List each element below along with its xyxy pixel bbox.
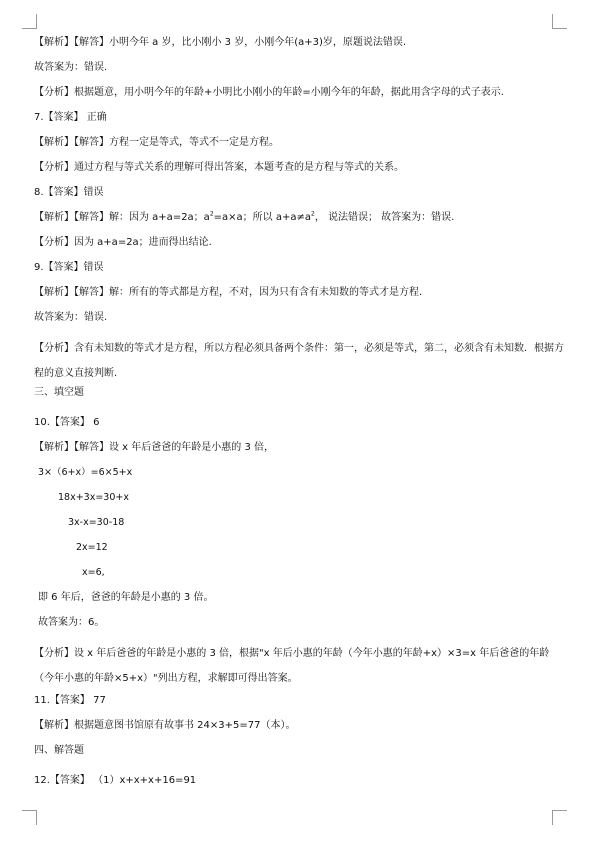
q10-answer-line: 故答案为：6。 — [38, 617, 105, 628]
q7-analysis-line: 【解析】【解答】方程一定是等式，等式不一定是方程。 — [34, 137, 279, 148]
q8-answer-heading: 8.【答案】错误 — [34, 187, 104, 198]
q8-analysis-part1: 【解析】【解答】解：因为 a+a=2a；a — [34, 212, 210, 223]
q6-note-line: 【分析】根据题意，用小明今年的年龄+小明比小刚小的年龄=小刚今年的年龄，据此用含字母的式子表示. — [34, 87, 504, 98]
q11-analysis-line: 【解析】根据题意图书馆原有故事书 24×3+5=77（本）。 — [34, 720, 296, 731]
crop-mark-bottom-left — [22, 810, 37, 825]
q10-note-paragraph: 【分析】设 x 年后爸爸的年龄是小惠的 3 倍，根据"x 年后小惠的年龄（今年小惠的年龄+x）×3=x 年后爸爸的年龄（今年小惠的年龄×5+x）"列出方程，求解即可得出答案。 — [34, 648, 550, 684]
q8-analysis-line — [34, 211, 564, 224]
q6-answer-line: 故答案为：错误. — [34, 62, 108, 73]
section-fill-blank-heading: 三、填空题 — [34, 387, 84, 398]
q10-equation-4: 2x=12 — [76, 542, 108, 553]
q10-equation-1: 3×（6+x）=6×5+x — [38, 467, 133, 478]
q10-equation-5: x=6, — [82, 567, 105, 578]
q9-note-paragraph: 【分析】含有未知数的等式才是方程，所以方程必须具备两个条件：第一，必须是等式，第二，必须含有未知数．根据方程的意义直接判断. — [34, 343, 564, 379]
q9-analysis-line: 【解析】【解答】解：所有的等式都是方程，不对，因为只有含有未知数的等式才是方程. — [34, 287, 423, 298]
crop-mark-top-right — [552, 14, 567, 29]
q7-note-line: 【分析】通过方程与等式关系的理解可得出答案，本题考查的是方程与等式的关系。 — [34, 162, 404, 173]
q7-answer-heading: 7.【答案】 正确 — [34, 112, 107, 123]
q10-equation-2: 18x+3x=30+x — [58, 492, 129, 503]
section-solve-heading: 四、解答题 — [34, 745, 84, 756]
q10-analysis-line: 【解析】【解答】设 x 年后爸爸的年龄是小惠的 3 倍， — [34, 442, 274, 453]
q9-answer-line: 故答案为：错误. — [34, 312, 108, 323]
q8-analysis-part2: =a×a；所以 a+a≠a — [213, 212, 311, 223]
q8-analysis-sup2: 2 — [310, 211, 315, 218]
q12-answer-heading: 12.【答案】 （1）x+x+x+16=91 — [34, 775, 197, 786]
q8-note-line: 【分析】因为 a+a=2a；进而得出结论. — [34, 237, 212, 248]
q8-analysis-part3: ， 说法错误； 故答案为：错误. — [314, 212, 455, 223]
crop-mark-top-left — [22, 14, 37, 29]
q11-answer-heading: 11.【答案】 77 — [34, 695, 106, 706]
crop-mark-bottom-right — [552, 810, 567, 825]
q8-analysis-sup1: 2 — [209, 211, 214, 218]
q9-answer-heading: 9.【答案】错误 — [34, 262, 104, 273]
q10-equation-3: 3x-x=30-18 — [68, 517, 125, 528]
q10-conclusion-line: 即 6 年后，爸爸的年龄是小惠的 3 倍。 — [38, 592, 214, 603]
q10-answer-heading: 10.【答案】 6 — [34, 417, 100, 428]
q6-analysis-line: 【解析】【解答】小明今年 a 岁，比小刚小 3 岁，小刚今年(a+3)岁，原题说法错误. — [34, 37, 407, 48]
